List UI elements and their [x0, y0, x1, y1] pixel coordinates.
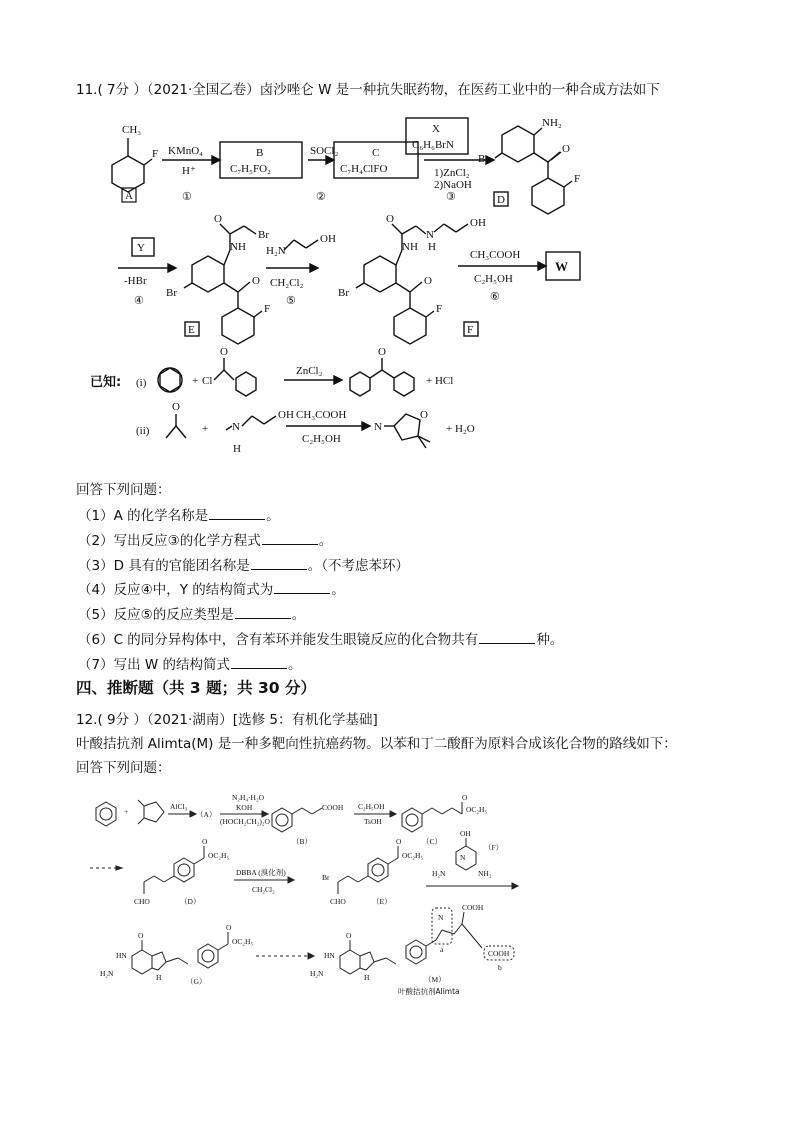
question-suffix: 。 — [291, 607, 306, 624]
question-suffix: 。 — [288, 656, 302, 673]
known-ii: (ii) — [136, 425, 150, 437]
s12-d: （D） — [180, 897, 201, 906]
s12-plus: + — [124, 807, 129, 816]
box-x-formula: C₆H₆BrN — [412, 139, 454, 151]
step4: ④ — [134, 295, 144, 307]
f-o2: O — [424, 275, 432, 287]
s12-f-oh: OH — [460, 829, 471, 838]
s12-r3b: TsOH — [364, 817, 382, 826]
d-br: Br — [478, 153, 489, 165]
known-label: 已知: — [90, 375, 122, 390]
s12-f: （F） — [484, 843, 504, 852]
r1-bot: H⁺ — [182, 165, 196, 177]
q12-scheme — [86, 780, 526, 1004]
s12-e-cho: CHO — [330, 897, 346, 906]
ring-a — [112, 156, 144, 192]
q11-question-5 — [78, 604, 305, 625]
s12-m-o: O — [346, 931, 352, 940]
s12-e: （E） — [372, 897, 392, 906]
r5: CH₂Cl₂ — [270, 277, 304, 289]
s12-f-h2n: H₂N — [432, 869, 446, 878]
answer-blank[interactable] — [251, 555, 307, 570]
answer-blank[interactable] — [274, 579, 330, 594]
step6: ⑥ — [490, 291, 500, 303]
e-f: F — [264, 303, 271, 315]
s12-m-cooh2: COOH — [488, 949, 510, 958]
question-text: （3）D 具有的官能团名称是 — [78, 557, 250, 574]
known-i: (i) — [136, 377, 147, 389]
box-b-formula: C₇H₅FO₂ — [230, 163, 271, 175]
s12-c-o: O — [462, 793, 468, 802]
r6-top: CH₃COOH — [470, 249, 521, 261]
q11-question-1 — [78, 505, 280, 526]
s12-d-o: O — [202, 837, 208, 846]
s12-d-oet: OC₂H₅ — [208, 851, 230, 860]
s12-m-a: a — [440, 945, 444, 954]
known-i-reagent: ZnCl₂ — [296, 365, 323, 377]
known-ii-plus: + — [202, 423, 209, 435]
s12-f-n: N — [460, 853, 466, 862]
s12-a: （A） — [196, 810, 217, 819]
question-text: （1）A 的化学名称是 — [78, 508, 209, 524]
s12-m-name: 叶酸拮抗剂Alimta — [398, 987, 460, 996]
known-i-cl: Cl — [202, 375, 213, 387]
a-f: F — [152, 148, 159, 160]
known-ii-h2o: + H₂O — [446, 423, 475, 435]
s12-c-oet: OC₂H₅ — [466, 805, 488, 814]
q11-question-4 — [78, 579, 345, 600]
e-br2: Br — [166, 287, 177, 299]
known-ii-pn: N — [374, 421, 382, 433]
s12-m-hn: HN — [324, 951, 335, 960]
f-oh: OH — [470, 217, 486, 229]
label-e: E — [188, 324, 195, 336]
known-ii-r-top: CH₃COOH — [296, 409, 347, 421]
known-ii-po: O — [420, 409, 428, 421]
question-suffix: 。 — [318, 532, 333, 549]
question-text: （5）反应⑤的反应类型是 — [78, 607, 234, 624]
s12-g: （G） — [186, 977, 207, 986]
box-c-label: C — [372, 147, 380, 159]
known-i-hcl: + HCl — [426, 375, 454, 387]
e-o: O — [214, 213, 222, 225]
answer-blank[interactable] — [262, 530, 318, 545]
step5: ⑤ — [286, 295, 296, 307]
s12-m: （M） — [424, 975, 446, 984]
question-text: （4）反应④中，Y 的结构简式为 — [78, 582, 274, 599]
question-suffix: 。（不考虑苯环） — [307, 557, 410, 574]
known-ii-oh: OH — [278, 409, 294, 421]
s12-g-o2: O — [226, 923, 232, 932]
s12-g-o: O — [138, 931, 144, 940]
box-x-label: X — [432, 123, 440, 135]
known-i-o2: O — [378, 346, 386, 358]
f-n: N — [426, 229, 434, 241]
step2: ② — [316, 191, 326, 203]
q12-intro: 叶酸拮抗剂 Alimta(M) 是一种多靶向性抗癌药物。以苯和丁二酸酐为原料合成该化合物的路线如下： — [76, 736, 677, 752]
f-br: Br — [338, 287, 349, 299]
s12-r2b: KOH — [236, 803, 253, 812]
e-br: Br — [258, 229, 269, 241]
q11-prompt: 回答下列问题： — [76, 482, 171, 498]
box-b-label: B — [256, 147, 264, 159]
s12-m-h2n: H₂N — [310, 969, 324, 978]
s12-m-n: N — [438, 913, 444, 922]
f-nh: NH — [402, 241, 418, 253]
question-text: （7）写出 W 的结构简式 — [78, 656, 231, 673]
answer-blank[interactable] — [235, 604, 291, 619]
r1-top: KMnO₄ — [168, 145, 204, 157]
question-suffix: 。 — [266, 508, 280, 524]
question-suffix: 种。 — [536, 632, 564, 648]
s12-c: （C） — [422, 837, 443, 846]
known-i-o: O — [220, 346, 228, 358]
label-a: A — [125, 190, 133, 202]
s12-g-h: H — [156, 973, 162, 982]
question-text: （6）C 的同分异构体中，含有苯环并能发生眼镜反应的化合物共有 — [78, 632, 479, 648]
box-c-formula: C₇H₄ClFO — [340, 163, 388, 175]
s12-g-hn: HN — [116, 951, 127, 960]
s12-r1: AlCl₃ — [170, 802, 188, 811]
e-nh: NH — [230, 241, 246, 253]
s12-r4a: DBBA (溴化剂) — [236, 868, 286, 877]
s12-m-h: H — [364, 973, 370, 982]
s12-d-cho: CHO — [134, 897, 150, 906]
r3b: 2)NaOH — [434, 179, 472, 191]
s12-b: （B） — [292, 837, 313, 846]
q12-prompt: 回答下列问题： — [76, 760, 171, 776]
q11-question-3 — [78, 555, 409, 576]
s12-m-cooh: COOH — [462, 903, 484, 912]
section-heading: 四、推断题（共 3 题；共 30 分） — [76, 679, 316, 697]
f-h: H — [428, 241, 436, 253]
box-w-label: W — [555, 259, 568, 274]
q11-question-2 — [78, 530, 332, 551]
s12-e-br: Br — [322, 873, 330, 882]
s12-r3a: C₂H₅OH — [358, 802, 385, 811]
s12-g-h2n: H₂N — [100, 969, 114, 978]
answer-blank[interactable] — [231, 654, 287, 669]
answer-blank[interactable] — [479, 629, 535, 644]
known-ii-o: O — [172, 401, 180, 413]
s12-b-cooh: COOH — [322, 803, 344, 812]
s12-e-oet: OC₂H₅ — [402, 851, 424, 860]
s12-f-nh2: NH₂ — [478, 869, 492, 878]
s12-e-o: O — [396, 837, 402, 846]
box-y-label: Y — [137, 242, 145, 254]
f-o: O — [386, 213, 394, 225]
label-f: F — [467, 324, 474, 336]
known-i-plus: + — [192, 375, 199, 387]
d-o: O — [562, 143, 570, 155]
f-f: F — [436, 303, 443, 315]
step3: ③ — [446, 191, 456, 203]
s12-m-b: b — [498, 963, 502, 972]
d-nh2: NH₂ — [542, 117, 562, 129]
e-o2: O — [252, 275, 260, 287]
r2: SOCl₂ — [310, 145, 339, 157]
answer-blank[interactable] — [209, 505, 265, 520]
r5-h2n: H₂N — [266, 245, 286, 257]
q12-header: 12.( 9分 ）（2021·湖南）[选修 5：有机化学基础] — [76, 712, 378, 728]
r5-oh: OH — [320, 233, 336, 245]
r3a: 1)ZnCl₂ — [434, 167, 470, 179]
question-suffix: 。 — [331, 582, 345, 599]
s12-r2c: (HOCH₂CH₂)₂O — [220, 817, 270, 826]
s12-r2a: N₂H₄·H₂O — [232, 793, 265, 802]
q11-question-7 — [78, 654, 302, 675]
known-ii-n: N — [232, 421, 240, 433]
label-d: D — [497, 194, 505, 206]
r4: -HBr — [124, 275, 147, 287]
known-ii-r-bot: C₂H₅OH — [302, 433, 341, 445]
q11-scheme — [90, 108, 710, 468]
r6-bot: C₂H₅OH — [474, 273, 513, 285]
s12-r4b: CH₂Cl₂ — [252, 885, 275, 894]
step1: ① — [182, 191, 192, 203]
question-text: （2）写出反应③的化学方程式 — [78, 532, 261, 549]
known-ii-h: H — [233, 443, 241, 455]
q11-header: 11.( 7分 ）（2021·全国乙卷）卤沙唑仑 W 是一种抗失眠药物，在医药工业中的一种合成方法如下 — [76, 82, 660, 98]
d-f: F — [574, 173, 581, 185]
q11-question-6 — [78, 629, 563, 650]
s12-g-oet: OC₂H₅ — [232, 937, 254, 946]
a-ch3: CH₃ — [122, 124, 142, 136]
